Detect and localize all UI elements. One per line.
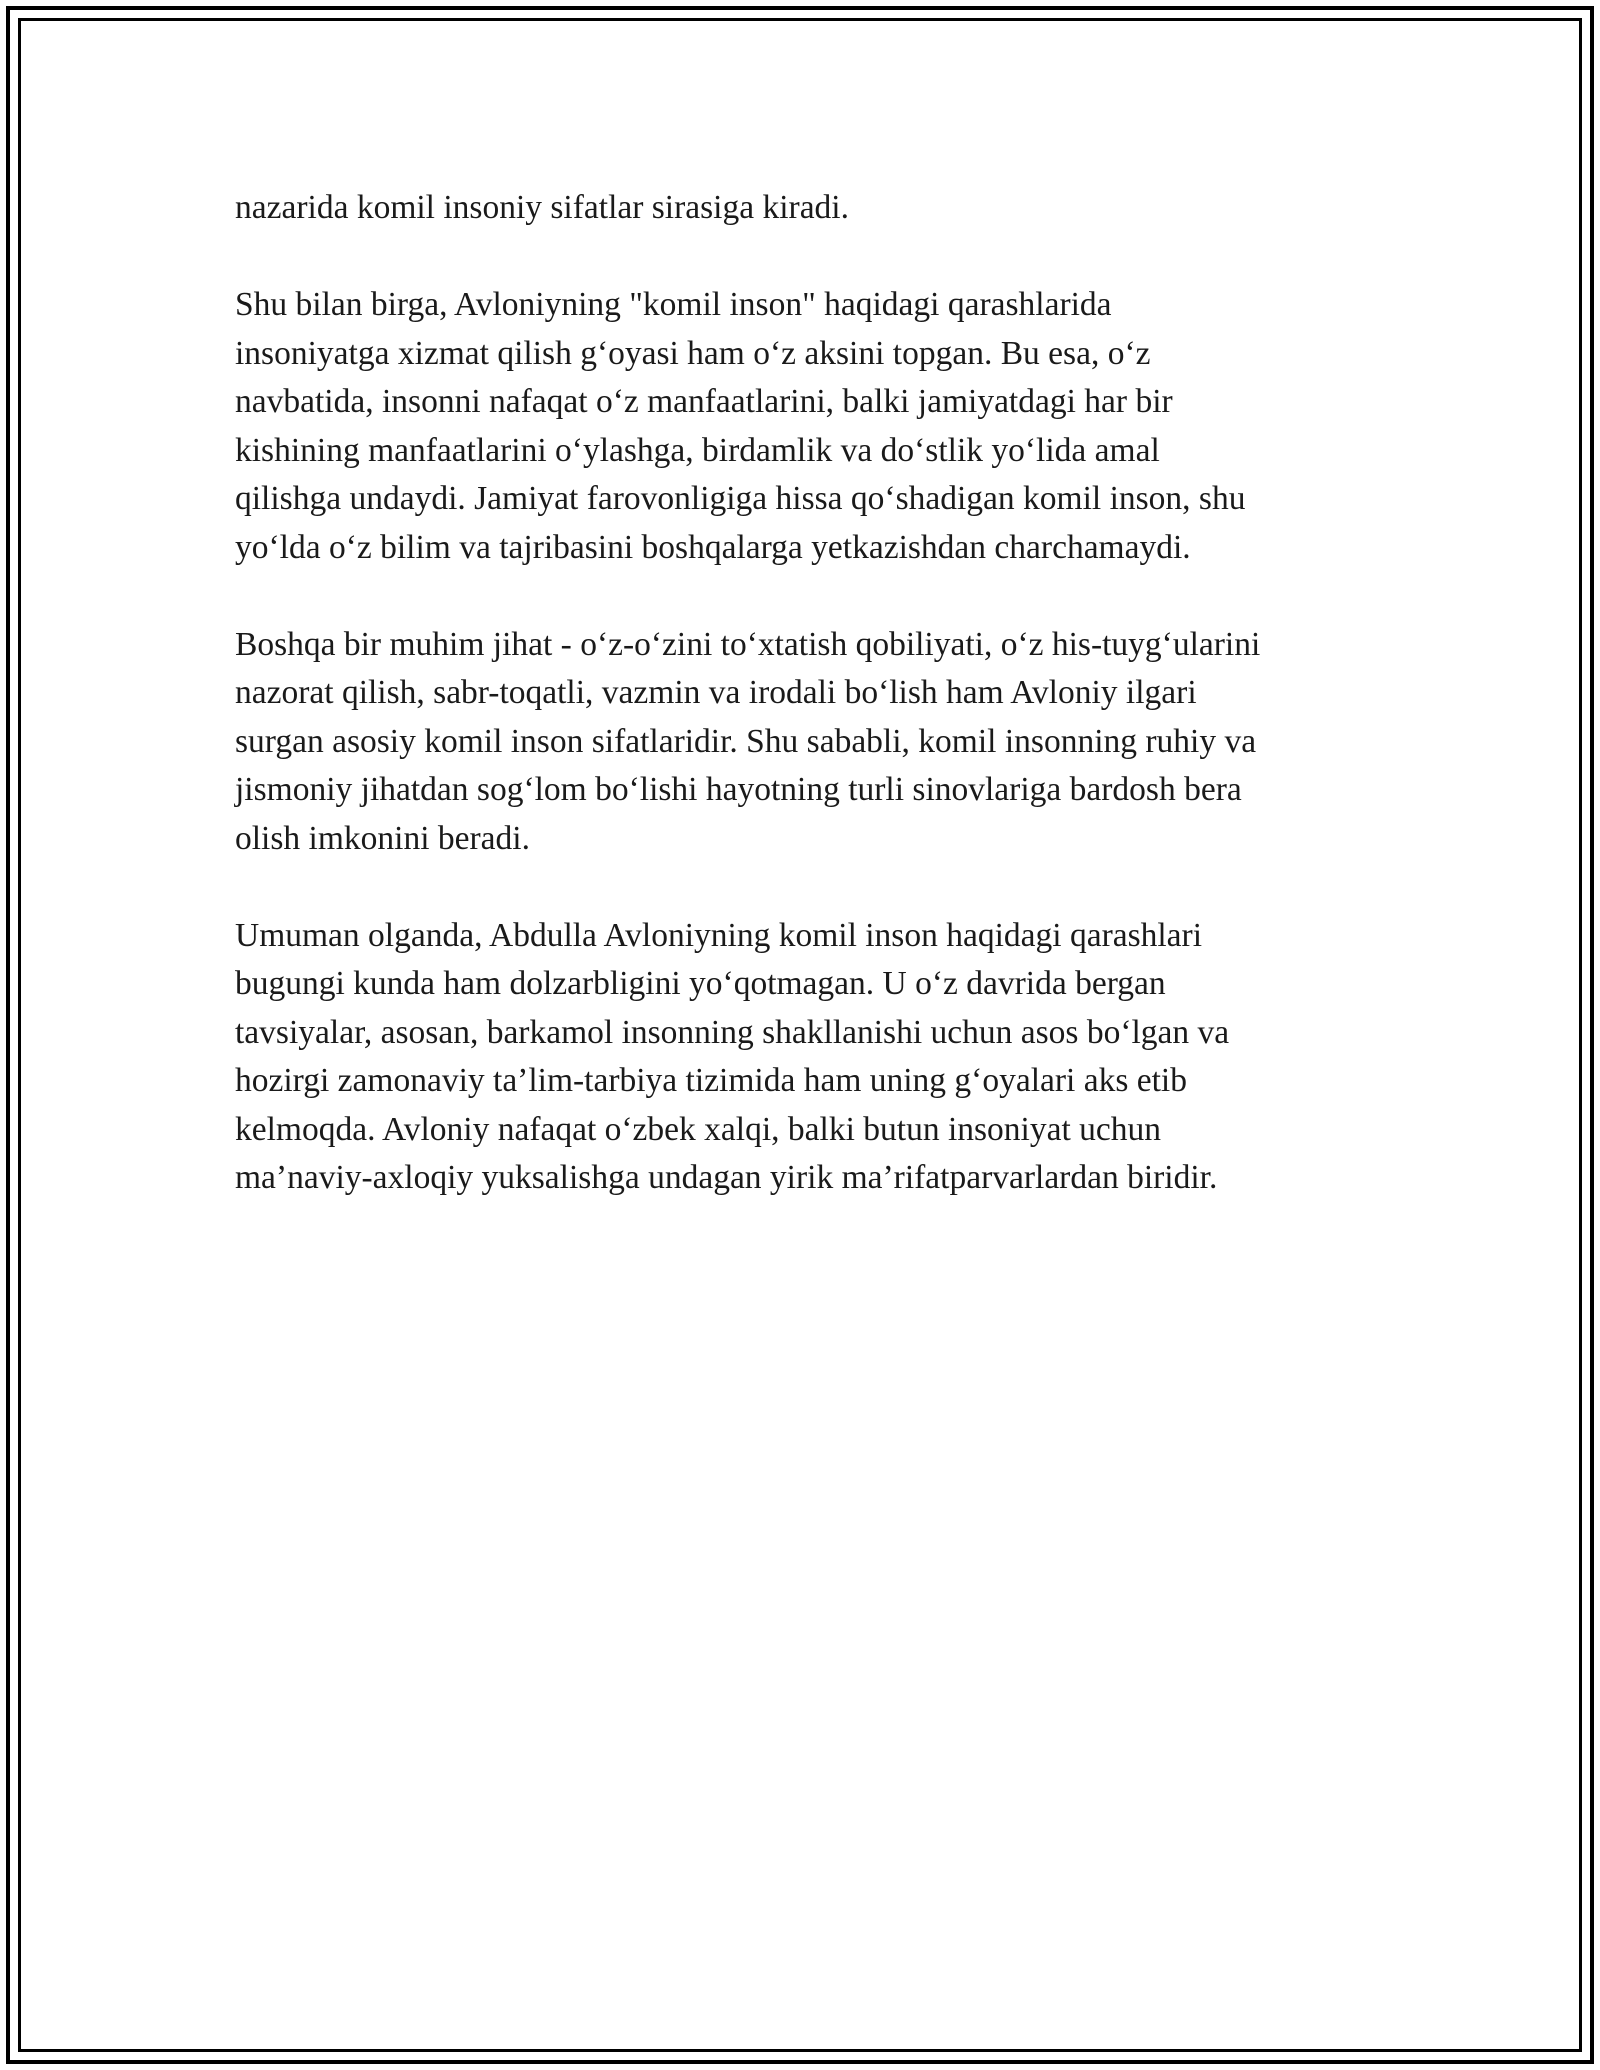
text-line: tavsiyalar, asosan, barkamol insonning shakllanishi uchun asos bo‘lgan va <box>235 1013 1230 1051</box>
text-line: kishining manfaatlarini o‘ylashga, birdamlik va do‘stlik yo‘lida amal <box>235 431 1160 469</box>
document-body <box>235 184 1395 1251</box>
text-line: nazorat qilish, sabr-toqatli, vazmin va irodali bo‘lish ham Avloniy ilgari <box>235 674 1197 711</box>
text-line: Shu bilan birga, Avloniyning "komil inson" haqidagi qarashlarida <box>235 286 1112 323</box>
text-line: surgan asosiy komil inson sifatlaridir. Shu sababli, komil insonning ruhiy va <box>235 722 1257 760</box>
paragraph-4 <box>235 912 1395 1203</box>
text-line: jismoniy jihatdan sog‘lom bo‘lishi hayotning turli sinovlariga bardosh bera <box>235 771 1242 808</box>
paragraph-3 <box>235 621 1395 864</box>
paragraph-2 <box>235 281 1395 572</box>
text-line: olish imkonini beradi. <box>235 819 530 857</box>
text-line: hozirgi zamonaviy ta’lim-tarbiya tizimida ham uning g‘oyalari aks etib <box>235 1062 1187 1099</box>
text-line: Umuman olganda, Abdulla Avloniyning komil inson haqidagi qarashlari <box>235 916 1203 954</box>
paragraph-1 <box>235 184 1395 233</box>
text-line: ma’naviy-axloqiy yuksalishga undagan yirik ma’rifatparvarlardan biridir. <box>235 1159 1218 1196</box>
text-line: nazarida komil insoniy sifatlar sirasiga kiradi. <box>235 189 849 226</box>
text-line: bugungi kunda ham dolzarbligini yo‘qotmagan. U o‘z davrida bergan <box>235 965 1166 1002</box>
text-line: yo‘lda o‘z bilim va tajribasini boshqalarga yetkazishdan charchamaydi. <box>235 528 1191 566</box>
text-line: Boshqa bir muhim jihat - o‘z-o‘zini to‘xtatish qobiliyati, o‘z his-tuyg‘ularini <box>235 625 1261 663</box>
text-line: qilishga undaydi. Jamiyat farovonligiga hissa qo‘shadigan komil inson, shu <box>235 480 1246 517</box>
text-line: navbatida, insonni nafaqat o‘z manfaatlarini, balki jamiyatdagi har bir <box>235 383 1173 420</box>
text-line: kelmoqda. Avloniy nafaqat o‘zbek xalqi, balki butun insoniyat uchun <box>235 1110 1162 1148</box>
text-line: insoniyatga xizmat qilish g‘oyasi ham o‘z aksini topgan. Bu esa, o‘z <box>235 334 1151 372</box>
